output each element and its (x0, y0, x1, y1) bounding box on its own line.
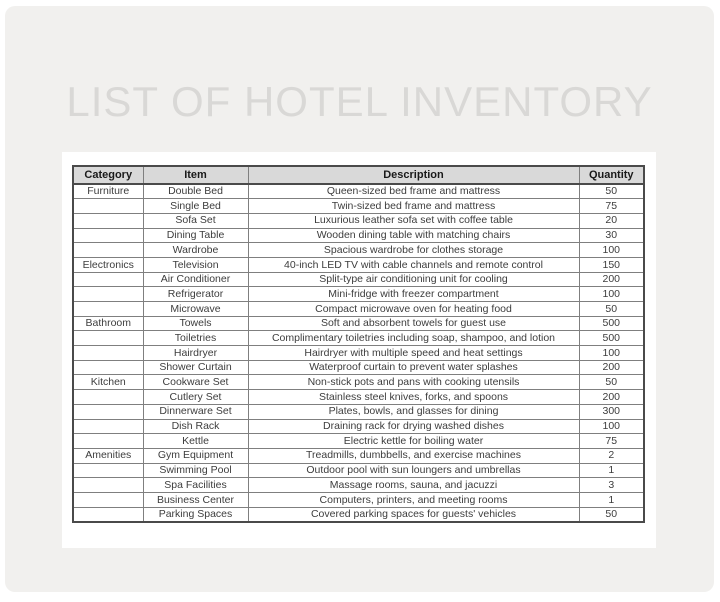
quantity-cell: 100 (579, 243, 644, 258)
table-row (73, 243, 644, 258)
category-cell (73, 331, 143, 346)
category-cell (73, 404, 143, 419)
item-cell: Parking Spaces (143, 507, 248, 522)
category-cell (73, 463, 143, 478)
category-cell (73, 346, 143, 361)
category-cell (73, 199, 143, 214)
category-cell (73, 390, 143, 405)
item-cell: Swimming Pool (143, 463, 248, 478)
table-row (73, 199, 644, 214)
description-cell: Spacious wardrobe for clothes storage (248, 243, 579, 258)
quantity-cell: 500 (579, 331, 644, 346)
description-cell: Compact microwave oven for heating food (248, 302, 579, 317)
quantity-cell: 1 (579, 463, 644, 478)
table-row (73, 507, 644, 522)
description-cell: Non-stick pots and pans with cooking utensils (248, 375, 579, 390)
description-cell: Treadmills, dumbbells, and exercise machines (248, 448, 579, 463)
item-cell: Dining Table (143, 228, 248, 243)
description-cell: Electric kettle for boiling water (248, 434, 579, 449)
item-cell: Sofa Set (143, 213, 248, 228)
item-cell: Refrigerator (143, 287, 248, 302)
quantity-cell: 100 (579, 287, 644, 302)
category-cell (73, 419, 143, 434)
category-cell: Kitchen (73, 375, 143, 390)
item-cell: Kettle (143, 434, 248, 449)
category-cell (73, 302, 143, 317)
item-cell: Cutlery Set (143, 390, 248, 405)
quantity-cell: 1 (579, 492, 644, 507)
table-body (73, 184, 644, 522)
item-cell: Wardrobe (143, 243, 248, 258)
table-row (73, 272, 644, 287)
category-cell (73, 507, 143, 522)
table-row (73, 404, 644, 419)
item-cell: Microwave (143, 302, 248, 317)
description-cell: Massage rooms, sauna, and jacuzzi (248, 478, 579, 493)
table-row (73, 302, 644, 317)
header-description: Description (248, 166, 579, 184)
table-row (73, 390, 644, 405)
description-cell: Stainless steel knives, forks, and spoons (248, 390, 579, 405)
quantity-cell: 3 (579, 478, 644, 493)
item-cell: Shower Curtain (143, 360, 248, 375)
category-cell: Furniture (73, 184, 143, 199)
quantity-cell: 150 (579, 257, 644, 272)
description-cell: Luxurious leather sofa set with coffee table (248, 213, 579, 228)
description-cell: Draining rack for drying washed dishes (248, 419, 579, 434)
table-row (73, 360, 644, 375)
description-cell: Outdoor pool with sun loungers and umbrellas (248, 463, 579, 478)
category-cell (73, 492, 143, 507)
category-cell (73, 213, 143, 228)
quantity-cell: 50 (579, 375, 644, 390)
item-cell: Television (143, 257, 248, 272)
table-row (73, 213, 644, 228)
description-cell: Soft and absorbent towels for guest use (248, 316, 579, 331)
table-row (73, 463, 644, 478)
table-row (73, 492, 644, 507)
description-cell: Wooden dining table with matching chairs (248, 228, 579, 243)
description-cell: Covered parking spaces for guests' vehicles (248, 507, 579, 522)
item-cell: Double Bed (143, 184, 248, 199)
quantity-cell: 500 (579, 316, 644, 331)
description-cell: Waterproof curtain to prevent water splashes (248, 360, 579, 375)
description-cell: Twin-sized bed frame and mattress (248, 199, 579, 214)
item-cell: Business Center (143, 492, 248, 507)
category-cell (73, 478, 143, 493)
table-row (73, 316, 644, 331)
quantity-cell: 50 (579, 302, 644, 317)
category-cell (73, 228, 143, 243)
quantity-cell: 20 (579, 213, 644, 228)
description-cell: Hairdryer with multiple speed and heat settings (248, 346, 579, 361)
category-cell: Electronics (73, 257, 143, 272)
gray-canvas (5, 6, 714, 592)
category-cell: Amenities (73, 448, 143, 463)
table-header-row (73, 166, 644, 184)
quantity-cell: 200 (579, 390, 644, 405)
header-quantity: Quantity (579, 166, 644, 184)
quantity-cell: 300 (579, 404, 644, 419)
description-cell: Plates, bowls, and glasses for dining (248, 404, 579, 419)
item-cell: Cookware Set (143, 375, 248, 390)
quantity-cell: 100 (579, 346, 644, 361)
quantity-cell: 200 (579, 272, 644, 287)
description-cell: Computers, printers, and meeting rooms (248, 492, 579, 507)
item-cell: Single Bed (143, 199, 248, 214)
quantity-cell: 75 (579, 434, 644, 449)
quantity-cell: 30 (579, 228, 644, 243)
item-cell: Dinnerware Set (143, 404, 248, 419)
quantity-cell: 100 (579, 419, 644, 434)
table-row (73, 184, 644, 199)
quantity-cell: 50 (579, 184, 644, 199)
header-category: Category (73, 166, 143, 184)
table-row (73, 346, 644, 361)
table-row (73, 287, 644, 302)
category-cell (73, 287, 143, 302)
description-cell: 40-inch LED TV with cable channels and remote control (248, 257, 579, 272)
item-cell: Gym Equipment (143, 448, 248, 463)
table-row (73, 228, 644, 243)
description-cell: Queen-sized bed frame and mattress (248, 184, 579, 199)
category-cell (73, 360, 143, 375)
item-cell: Towels (143, 316, 248, 331)
description-cell: Mini-fridge with freezer compartment (248, 287, 579, 302)
item-cell: Spa Facilities (143, 478, 248, 493)
item-cell: Air Conditioner (143, 272, 248, 287)
quantity-cell: 75 (579, 199, 644, 214)
item-cell: Dish Rack (143, 419, 248, 434)
table-row (73, 434, 644, 449)
category-cell (73, 243, 143, 258)
table-panel (62, 152, 656, 548)
table-row (73, 375, 644, 390)
category-cell (73, 434, 143, 449)
category-cell: Bathroom (73, 316, 143, 331)
quantity-cell: 50 (579, 507, 644, 522)
page-title: LIST OF HOTEL INVENTORY (66, 78, 653, 125)
table-row (73, 419, 644, 434)
item-cell: Toiletries (143, 331, 248, 346)
quantity-cell: 200 (579, 360, 644, 375)
quantity-cell: 2 (579, 448, 644, 463)
table-row (73, 478, 644, 493)
table-row (73, 448, 644, 463)
header-item: Item (143, 166, 248, 184)
description-cell: Split-type air conditioning unit for cooling (248, 272, 579, 287)
table-row (73, 257, 644, 272)
inventory-table (72, 165, 645, 523)
table-row (73, 331, 644, 346)
item-cell: Hairdryer (143, 346, 248, 361)
description-cell: Complimentary toiletries including soap, shampoo, and lotion (248, 331, 579, 346)
category-cell (73, 272, 143, 287)
